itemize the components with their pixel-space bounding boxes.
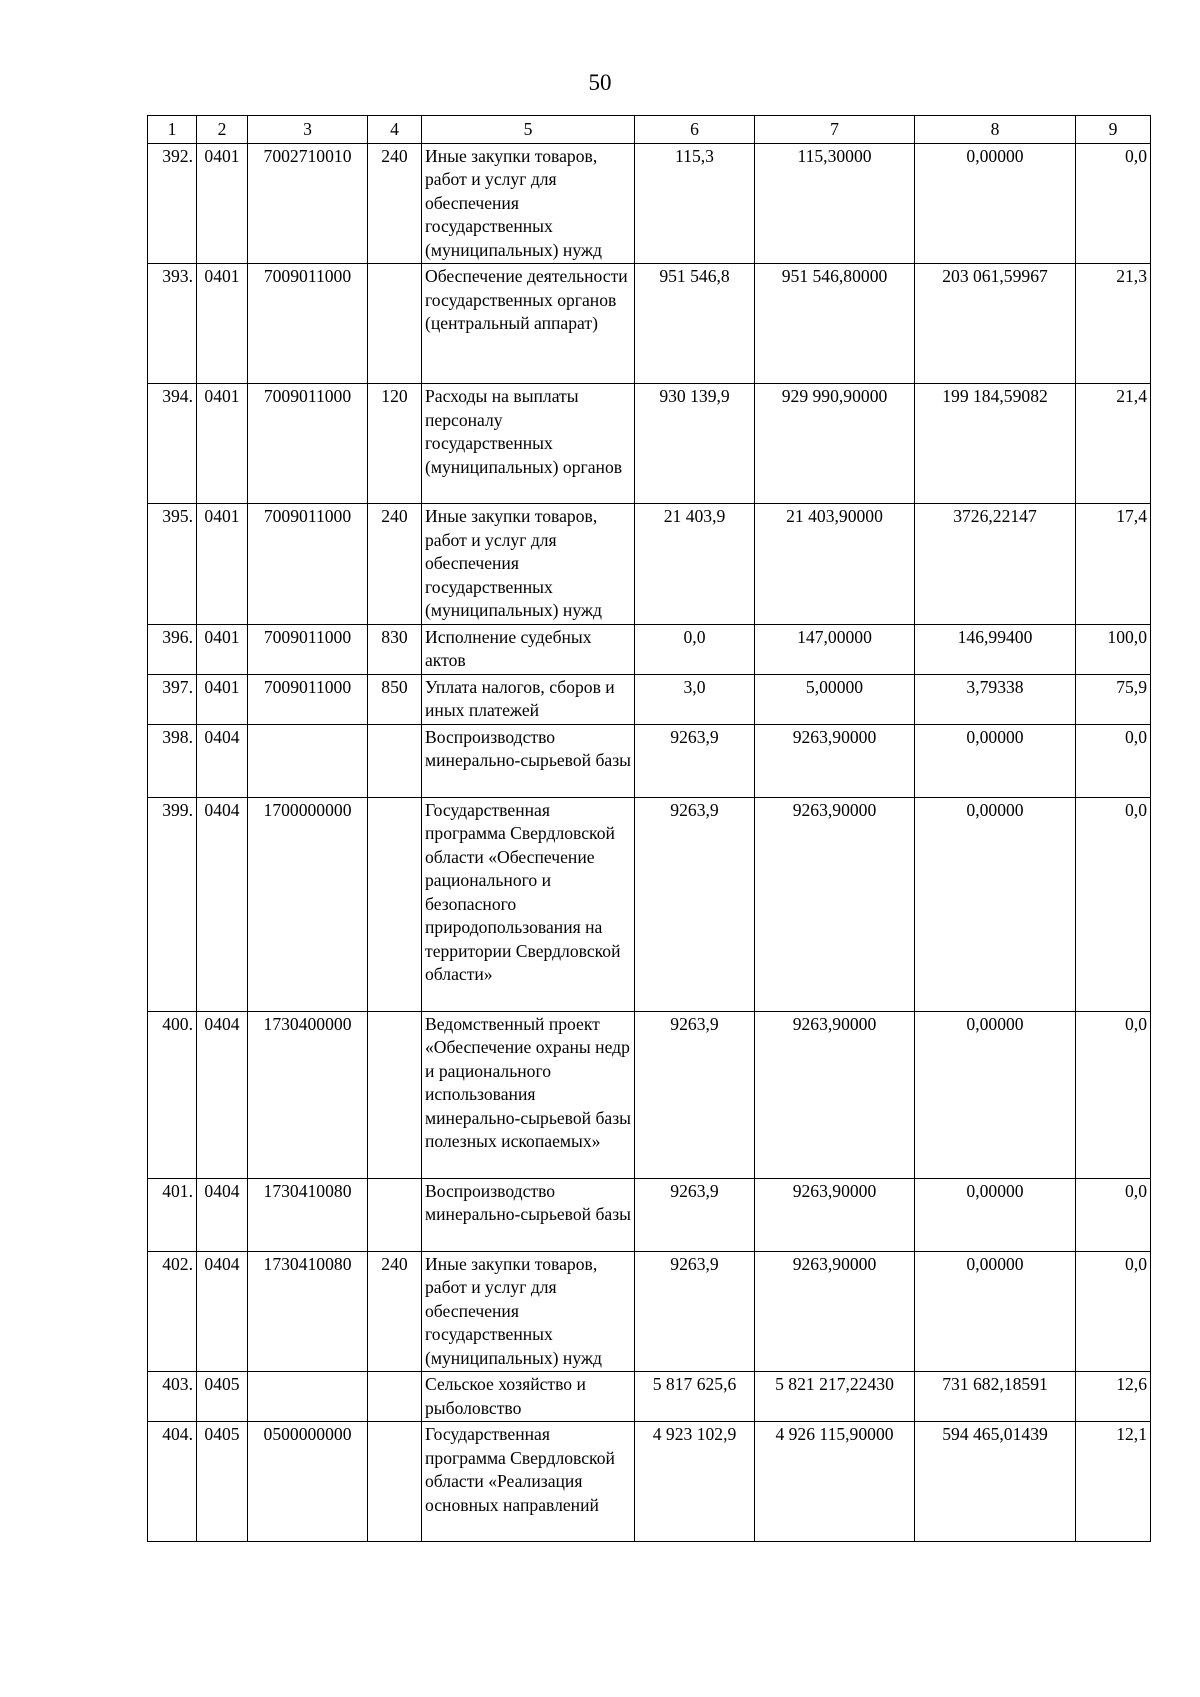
budget-table bbox=[147, 115, 1151, 1542]
value-col-7: 9263,90000 bbox=[755, 797, 915, 1011]
value-col-8: 203 061,59967 bbox=[915, 264, 1076, 384]
section-code: 0404 bbox=[197, 1251, 248, 1372]
value-col-7: 9263,90000 bbox=[755, 1178, 915, 1251]
target-code: 0500000000 bbox=[248, 1422, 368, 1542]
value-col-6: 5 817 625,6 bbox=[635, 1372, 755, 1422]
section-code: 0401 bbox=[197, 264, 248, 384]
target-code bbox=[248, 724, 368, 797]
value-col-9: 12,6 bbox=[1076, 1372, 1151, 1422]
value-col-9: 21,4 bbox=[1076, 384, 1151, 504]
value-col-8: 3,79338 bbox=[915, 674, 1076, 724]
table-row bbox=[148, 384, 1151, 504]
row-number: 403. bbox=[148, 1372, 197, 1422]
expense-type: 120 bbox=[368, 384, 422, 504]
value-col-9: 0,0 bbox=[1076, 1178, 1151, 1251]
target-code: 1700000000 bbox=[248, 797, 368, 1011]
table-row bbox=[148, 1372, 1151, 1422]
header-row bbox=[148, 116, 1151, 144]
expense-type bbox=[368, 1011, 422, 1178]
value-col-6: 3,0 bbox=[635, 674, 755, 724]
row-number: 397. bbox=[148, 674, 197, 724]
value-col-7: 9263,90000 bbox=[755, 1251, 915, 1372]
row-number: 402. bbox=[148, 1251, 197, 1372]
item-name: Иные закупки товаров, работ и услуг для обеспечения государственных (муниципальных) нужд bbox=[422, 143, 635, 264]
item-name: Государственная программа Свердловской области «Реализация основных направлений bbox=[422, 1422, 635, 1542]
row-number: 404. bbox=[148, 1422, 197, 1542]
row-number: 394. bbox=[148, 384, 197, 504]
target-code: 7009011000 bbox=[248, 674, 368, 724]
value-col-7: 21 403,90000 bbox=[755, 504, 915, 625]
value-col-9: 0,0 bbox=[1076, 1011, 1151, 1178]
value-col-6: 0,0 bbox=[635, 624, 755, 674]
value-col-7: 5,00000 bbox=[755, 674, 915, 724]
table-row bbox=[148, 143, 1151, 264]
item-name: Обеспечение деятельности государственных органов (центральный аппарат) bbox=[422, 264, 635, 384]
target-code: 1730410080 bbox=[248, 1251, 368, 1372]
table-row bbox=[148, 1178, 1151, 1251]
table-header bbox=[148, 116, 1151, 144]
section-code: 0401 bbox=[197, 624, 248, 674]
value-col-7: 115,30000 bbox=[755, 143, 915, 264]
item-name: Иные закупки товаров, работ и услуг для обеспечения государственных (муниципальных) нужд bbox=[422, 504, 635, 625]
value-col-9: 100,0 bbox=[1076, 624, 1151, 674]
expense-type: 240 bbox=[368, 1251, 422, 1372]
row-number: 396. bbox=[148, 624, 197, 674]
header-col-5: 5 bbox=[422, 116, 635, 144]
value-col-8: 3726,22147 bbox=[915, 504, 1076, 625]
expense-type bbox=[368, 1178, 422, 1251]
header-col-6: 6 bbox=[635, 116, 755, 144]
target-code: 7002710010 bbox=[248, 143, 368, 264]
value-col-6: 115,3 bbox=[635, 143, 755, 264]
expense-type: 830 bbox=[368, 624, 422, 674]
table-body bbox=[148, 143, 1151, 1542]
expense-type bbox=[368, 264, 422, 384]
value-col-9: 0,0 bbox=[1076, 724, 1151, 797]
row-number: 398. bbox=[148, 724, 197, 797]
section-code: 0404 bbox=[197, 724, 248, 797]
item-name: Расходы на выплаты персоналу государственных (муниципальных) органов bbox=[422, 384, 635, 504]
value-col-8: 146,99400 bbox=[915, 624, 1076, 674]
target-code: 7009011000 bbox=[248, 504, 368, 625]
table-row bbox=[148, 724, 1151, 797]
row-number: 392. bbox=[148, 143, 197, 264]
section-code: 0405 bbox=[197, 1372, 248, 1422]
table-row bbox=[148, 1251, 1151, 1372]
value-col-7: 929 990,90000 bbox=[755, 384, 915, 504]
table-row bbox=[148, 1422, 1151, 1542]
target-code bbox=[248, 1372, 368, 1422]
value-col-9: 75,9 bbox=[1076, 674, 1151, 724]
row-number: 393. bbox=[148, 264, 197, 384]
expense-type bbox=[368, 724, 422, 797]
header-col-2: 2 bbox=[197, 116, 248, 144]
value-col-9: 17,4 bbox=[1076, 504, 1151, 625]
value-col-6: 930 139,9 bbox=[635, 384, 755, 504]
target-code: 1730400000 bbox=[248, 1011, 368, 1178]
section-code: 0401 bbox=[197, 143, 248, 264]
value-col-6: 9263,9 bbox=[635, 797, 755, 1011]
value-col-6: 9263,9 bbox=[635, 1251, 755, 1372]
value-col-9: 0,0 bbox=[1076, 143, 1151, 264]
target-code: 7009011000 bbox=[248, 264, 368, 384]
value-col-8: 0,00000 bbox=[915, 1251, 1076, 1372]
value-col-7: 4 926 115,90000 bbox=[755, 1422, 915, 1542]
table-row bbox=[148, 674, 1151, 724]
item-name: Воспроизводство минерально-сырьевой базы bbox=[422, 1178, 635, 1251]
expense-type bbox=[368, 797, 422, 1011]
value-col-9: 21,3 bbox=[1076, 264, 1151, 384]
table-row bbox=[148, 1011, 1151, 1178]
header-col-3: 3 bbox=[248, 116, 368, 144]
value-col-9: 12,1 bbox=[1076, 1422, 1151, 1542]
row-number: 400. bbox=[148, 1011, 197, 1178]
item-name: Иные закупки товаров, работ и услуг для обеспечения государственных (муниципальных) нужд bbox=[422, 1251, 635, 1372]
value-col-6: 9263,9 bbox=[635, 1011, 755, 1178]
header-col-9: 9 bbox=[1076, 116, 1151, 144]
expense-type: 850 bbox=[368, 674, 422, 724]
table-row bbox=[148, 264, 1151, 384]
expense-type bbox=[368, 1422, 422, 1542]
target-code: 7009011000 bbox=[248, 384, 368, 504]
header-col-8: 8 bbox=[915, 116, 1076, 144]
value-col-7: 9263,90000 bbox=[755, 1011, 915, 1178]
item-name: Ведомственный проект «Обеспечение охраны недр и рационального использования минерально-сырьевой базы полезных ископаемых» bbox=[422, 1011, 635, 1178]
value-col-7: 951 546,80000 bbox=[755, 264, 915, 384]
value-col-8: 0,00000 bbox=[915, 724, 1076, 797]
value-col-7: 147,00000 bbox=[755, 624, 915, 674]
value-col-8: 199 184,59082 bbox=[915, 384, 1076, 504]
section-code: 0401 bbox=[197, 674, 248, 724]
item-name: Сельское хозяйство и рыболовство bbox=[422, 1372, 635, 1422]
table-row bbox=[148, 797, 1151, 1011]
page-number: 50 bbox=[588, 70, 612, 95]
item-name: Уплата налогов, сборов и иных платежей bbox=[422, 674, 635, 724]
row-number: 401. bbox=[148, 1178, 197, 1251]
row-number: 395. bbox=[148, 504, 197, 625]
item-name: Исполнение судебных актов bbox=[422, 624, 635, 674]
target-code: 7009011000 bbox=[248, 624, 368, 674]
section-code: 0404 bbox=[197, 1178, 248, 1251]
item-name: Воспроизводство минерально-сырьевой базы bbox=[422, 724, 635, 797]
value-col-8: 0,00000 bbox=[915, 797, 1076, 1011]
value-col-6: 9263,9 bbox=[635, 1178, 755, 1251]
table-row bbox=[148, 504, 1151, 625]
value-col-9: 0,0 bbox=[1076, 1251, 1151, 1372]
expense-type bbox=[368, 1372, 422, 1422]
value-col-6: 951 546,8 bbox=[635, 264, 755, 384]
value-col-8: 594 465,01439 bbox=[915, 1422, 1076, 1542]
value-col-8: 731 682,18591 bbox=[915, 1372, 1076, 1422]
table-row bbox=[148, 624, 1151, 674]
section-code: 0405 bbox=[197, 1422, 248, 1542]
expense-type: 240 bbox=[368, 143, 422, 264]
value-col-7: 5 821 217,22430 bbox=[755, 1372, 915, 1422]
value-col-8: 0,00000 bbox=[915, 1011, 1076, 1178]
section-code: 0401 bbox=[197, 504, 248, 625]
value-col-8: 0,00000 bbox=[915, 143, 1076, 264]
header-col-7: 7 bbox=[755, 116, 915, 144]
value-col-6: 9263,9 bbox=[635, 724, 755, 797]
section-code: 0404 bbox=[197, 1011, 248, 1178]
row-number: 399. bbox=[148, 797, 197, 1011]
section-code: 0404 bbox=[197, 797, 248, 1011]
value-col-6: 21 403,9 bbox=[635, 504, 755, 625]
expense-type: 240 bbox=[368, 504, 422, 625]
header-col-1: 1 bbox=[148, 116, 197, 144]
value-col-8: 0,00000 bbox=[915, 1178, 1076, 1251]
value-col-7: 9263,90000 bbox=[755, 724, 915, 797]
value-col-6: 4 923 102,9 bbox=[635, 1422, 755, 1542]
value-col-9: 0,0 bbox=[1076, 797, 1151, 1011]
target-code: 1730410080 bbox=[248, 1178, 368, 1251]
section-code: 0401 bbox=[197, 384, 248, 504]
header-col-4: 4 bbox=[368, 116, 422, 144]
item-name: Государственная программа Свердловской области «Обеспечение рационального и безопасного природопользования на территории Свердловской области» bbox=[422, 797, 635, 1011]
